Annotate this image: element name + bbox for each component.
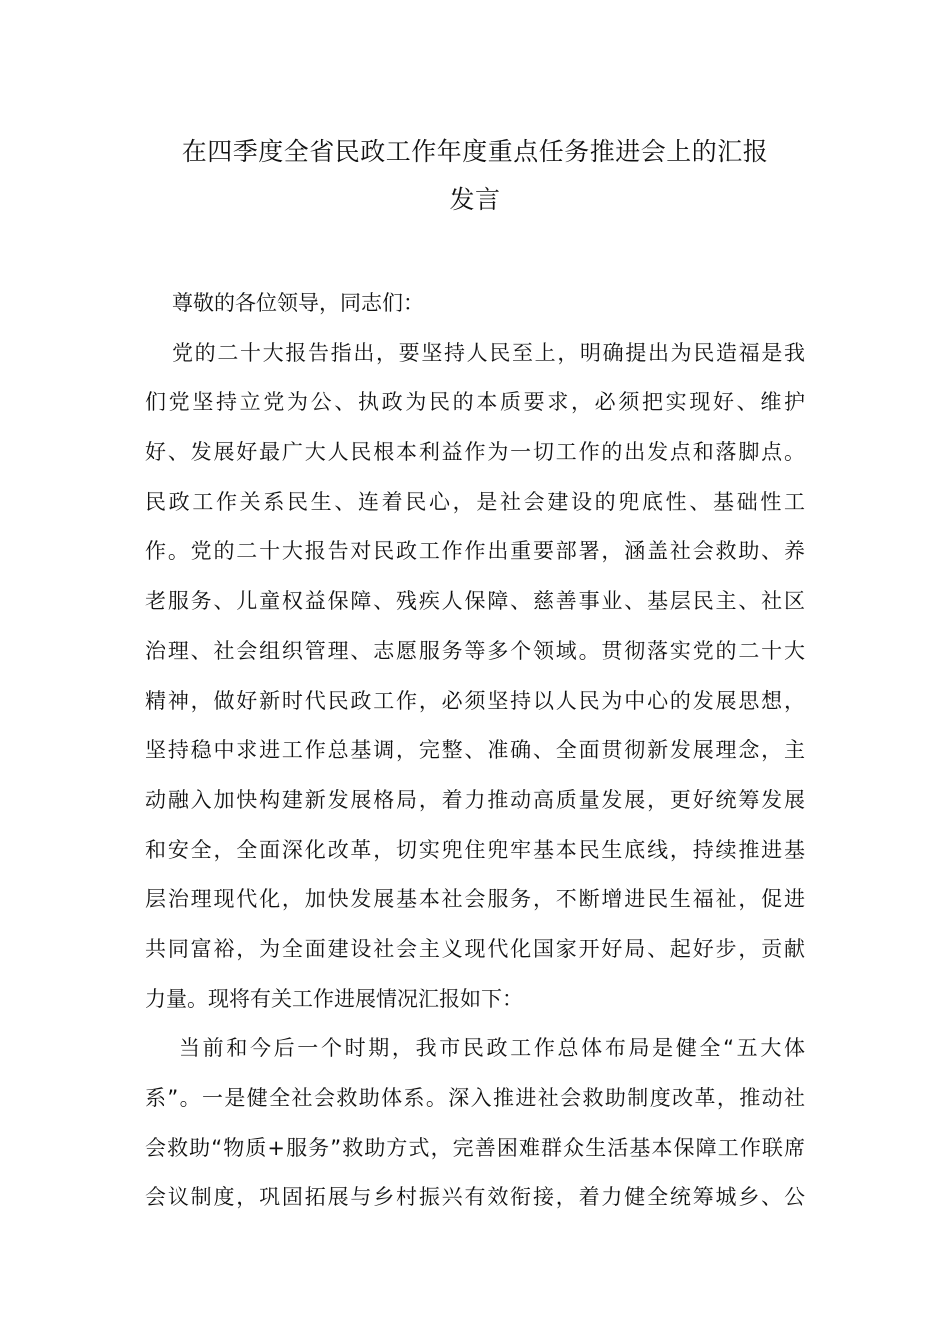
paragraph-line: 会议制度，巩固拓展与乡村振兴有效衔接，着力健全统筹城乡、公 xyxy=(145,1185,805,1210)
paragraph-line: 坚持稳中求进工作总基调，完整、准确、全面贯彻新发展理念，主 xyxy=(145,738,805,763)
paragraph-line: 当前和今后一个时期，我市民政工作总体布局是健全“五大体 xyxy=(179,1036,805,1061)
paragraph-2 xyxy=(145,1024,805,1223)
paragraph-1 xyxy=(145,329,805,1025)
paragraph-line: 党的二十大报告指出，要坚持人民至上，明确提出为民造福是我 xyxy=(172,340,805,365)
document-title-line-2: 发言 xyxy=(449,185,501,214)
paragraph-line: 共同富裕，为全面建设社会主义现代化国家开好局、起好步，贡献 xyxy=(145,936,805,961)
paragraph-line: 老服务、儿童权益保障、残疾人保障、慈善事业、基层民主、社区 xyxy=(145,589,805,614)
document-title-line-1: 在四季度全省民政工作年度重点任务推进会上的汇报 xyxy=(181,137,769,166)
paragraph-line: 系”。一是健全社会救助体系。深入推进社会救助制度改革，推动社 xyxy=(145,1086,805,1110)
paragraph-line: 和安全，全面深化改革，切实兜住兜牢基本民生底线，持续推进基 xyxy=(145,837,805,862)
paragraph-line: 治理、社会组织管理、志愿服务等多个领域。贯彻落实党的二十大 xyxy=(145,638,805,663)
paragraph-line: 精神，做好新时代民政工作，必须坚持以人民为中心的发展思想， xyxy=(145,688,805,713)
greeting: 尊敬的各位领导，同志们： xyxy=(172,291,424,315)
paragraph-line: 会救助“物质+服务”救助方式，完善困难群众生活基本保障工作联席 xyxy=(145,1135,805,1160)
paragraph-line: 力量。现将有关工作进展情况汇报如下： xyxy=(145,986,523,1011)
paragraph-line: 民政工作关系民生、连着民心，是社会建设的兜底性、基础性工 xyxy=(145,489,805,514)
paragraph-line: 作。党的二十大报告对民政工作作出重要部署，涵盖社会救助、养 xyxy=(145,539,805,564)
paragraph-line: 们党坚持立党为公、执政为民的本质要求，必须把实现好、维护 xyxy=(145,390,805,415)
paragraph-line: 好、发展好最广大人民根本利益作为一切工作的出发点和落脚点。 xyxy=(145,440,805,465)
paragraph-line: 层治理现代化，加快发展基本社会服务，不断增进民生福祉，促进 xyxy=(145,887,805,912)
document-body xyxy=(145,279,805,1223)
paragraph-line: 动融入加快构建新发展格局，着力推动高质量发展，更好统筹发展 xyxy=(145,787,805,812)
